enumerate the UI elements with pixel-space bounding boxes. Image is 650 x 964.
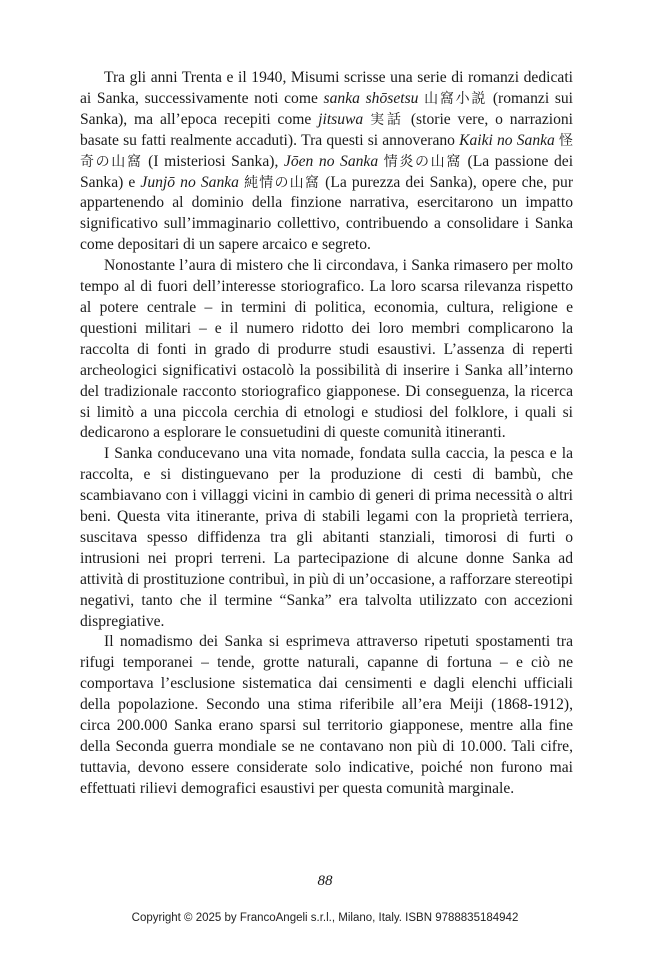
japanese-text: 純情の山窩	[244, 174, 321, 191]
paragraph	[80, 68, 573, 256]
copyright-notice: Copyright © 2025 by FrancoAngeli s.r.l., Milano, Italy. ISBN 9788835184942	[131, 912, 519, 924]
text-run: Il nomadismo dei Sanka si esprimeva attraverso ripetuti spostamenti tra rifugi temporanei – tende, grotte naturali, capanne di fortuna – e ciò ne comportava l’esclusione sistematica dai censimenti e dagli elenchi ufficiali della popolazione. Secondo una stima riferibile all’era Meiji (1868-1912), circa 200.000 Sanka erano sparsi sul territorio giapponese, mentre alla fine della Seconda guerra mondiale se ne contavano non più di 10.000. Tali cifre, tuttavia, devono essere considerate solo indicative, poiché non furono mai effettuati rilievi demografici esaustivi per questa comunità marginale.	[80, 633, 573, 797]
text-run: (La purezza dei Sanka), opere che, pur appartenendo al dominio della finzione narrativa, esercitarono un impatto significativo sull’immaginario collettivo, contribuendo a consolidare i Sanka come depositari di un sapere arcaico e segreto.	[80, 173, 574, 254]
text-run: Nonostante l’aura di mistero che li circondava, i Sanka rimasero per molto tempo al di fuori dell’interesse storiografico. La loro scarsa rilevanza rispetto al potere centrale – in termini di politica, economia, cultura, religione e questioni militari – e il numero ridotto dei loro membri complicarono la raccolta di fonti in grado di produrre studi esaustivi. L’assenza di reperti archeologici significativi ostacolò la possibilità di inserire i Sanka all’interno del tradizionale racconto storiografico giapponese. Di conseguenza, la ricerca si limitò a una piccola cerchia di etnologi e studiosi del folklore, i quali si dedicarono a esplorare le consuetudini di queste comunità itineranti.	[80, 257, 573, 442]
italic-text: sanka shōsetsu	[323, 89, 419, 107]
japanese-text: 怪奇の山窩	[80, 132, 573, 170]
body-text	[80, 68, 573, 800]
text-run: Tra gli anni Trenta e il 1940, Misumi scrisse una serie di romanzi dedicati ai Sanka, successivamente noti come	[80, 69, 573, 107]
text-run: (storie vere, o narrazioni basate su fatti realmente accaduti). Tra questi si annoverano	[80, 110, 573, 149]
paragraph	[80, 444, 573, 632]
japanese-text: 山窩小説	[424, 90, 488, 107]
paragraph	[80, 256, 573, 444]
italic-text: Jōen no Sanka	[283, 152, 379, 170]
japanese-text: 実話	[370, 111, 405, 128]
text-run: (romanzi sui Sanka), ma all’epoca recepiti come	[80, 89, 574, 128]
text-run: (La passione dei Sanka) e	[80, 152, 574, 191]
japanese-text: 情炎の山窩	[383, 153, 462, 170]
page-number: 88	[317, 873, 333, 889]
text-run: I Sanka conducevano una vita nomade, fondata sulla caccia, la pesca e la raccolta, e si distinguevano per la produzione di cesti di bambù, che scambiavano con i villaggi vicini in cambio di generi di prima necessità o altri beni. Questa vita itinerante, priva di stabili legami con la proprietà terriera, suscitava spesso diffidenza tra gli abitanti stanziali, timorosi di furti o intrusioni nei propri terreni. La partecipazione di alcune donne Sanka ad attività di prostituzione contribuì, in più di un’occasione, a rafforzare stereotipi negativi, tanto che il termine “Sanka” era talvolta utilizzato con accezioni dispregiative.	[80, 445, 573, 630]
paragraph	[80, 632, 573, 799]
text-run: (I misteriosi Sanka),	[142, 152, 284, 170]
italic-text: Kaiki no Sanka	[459, 131, 555, 149]
italic-text: jitsuwa	[318, 110, 364, 128]
italic-text: Junjō no Sanka	[140, 173, 239, 191]
